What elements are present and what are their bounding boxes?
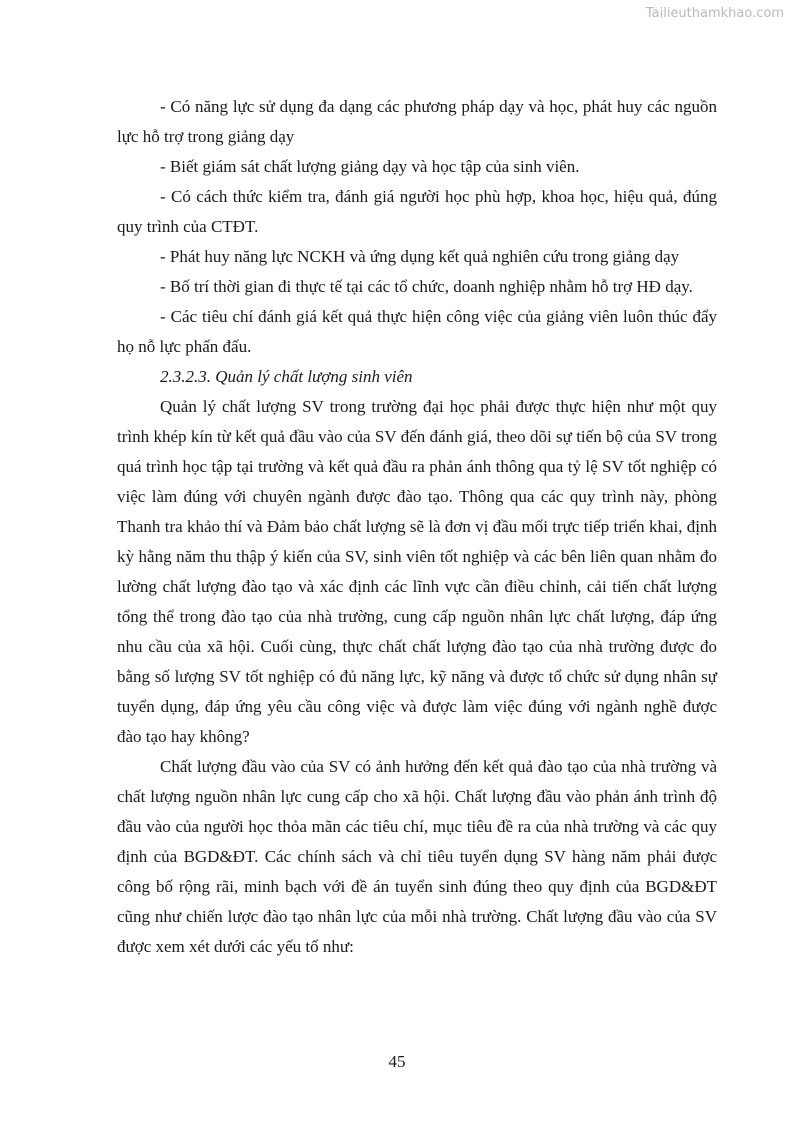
bullet-item: - Bố trí thời gian đi thực tế tại các tổ chức, doanh nghiệp nhằm hỗ trợ HĐ dạy. [160, 277, 693, 296]
section-heading: 2.3.2.3. Quản lý chất lượng sinh viên [160, 367, 413, 386]
body-paragraph: Quản lý chất lượng SV trong trường đại học phải được thực hiện như một quy trình khép kín từ kết quả đầu vào của SV đến đánh giá, theo dõi sự tiến bộ của SV trong quá trình học tập tại trường và kết quả đầu ra phản ánh thông qua tỷ lệ SV tốt nghiệp có việc làm đúng với chuyên ngành được đào tạo. Thông qua các quy trình này, phòng Thanh tra khảo thí và Đảm bảo chất lượng sẽ là đơn vị đầu mối trực tiếp triển khai, định kỳ hằng năm thu thập ý kiến của SV, sinh viên tốt nghiệp và các bên liên quan nhằm đo lường chất lượng đào tạo và xác định các lĩnh vực cần điều chỉnh, cải tiến chất lượng tổng thể trong đào tạo của nhà trường, cung cấp nguồn nhân lực chất lượng, đáp ứng nhu cầu của xã hội. Cuối cùng, thực chất chất lượng đào tạo của nhà trường được đo bằng số lượng SV tốt nghiệp có đủ năng lực, kỹ năng và được tổ chức sử dụng nhân sự tuyển dụng, đáp ứng yêu cầu công việc và được làm việc đúng với ngành nghề được đào tạo hay không? [117, 397, 717, 746]
body-paragraph: Chất lượng đầu vào của SV có ảnh hưởng đến kết quả đào tạo của nhà trường và chất lượng nguồn nhân lực cung cấp cho xã hội. Chất lượng đầu vào phản ánh trình độ đầu vào của người học thỏa mãn các tiêu chí, mục tiêu đề ra của nhà trường và các quy định của BGD&ĐT. Các chính sách và chỉ tiêu tuyển dụng SV hàng năm phải được công bố rộng rãi, minh bạch với đề án tuyển sinh đúng theo quy định của BGD&ĐT cũng như chiến lược đào tạo nhân lực của mỗi nhà trường. Chất lượng đầu vào của SV được xem xét dưới các yếu tố như: [117, 757, 717, 956]
bullet-item: - Có cách thức kiểm tra, đánh giá người học phù hợp, khoa học, hiệu quả, đúng quy trình của CTĐT. [117, 187, 717, 236]
bullet-item: - Biết giám sát chất lượng giảng dạy và học tập của sinh viên. [160, 157, 580, 176]
watermark: Tailieuthamkhao.com [645, 6, 784, 21]
document-body [117, 92, 717, 962]
bullet-item: - Có năng lực sử dụng đa dạng các phương pháp dạy và học, phát huy các nguồn lực hỗ trợ trong giảng dạy [117, 97, 717, 146]
bullet-item: - Phát huy năng lực NCKH và ứng dụng kết quả nghiên cứu trong giảng dạy [160, 247, 680, 266]
page-number: 45 [388, 1052, 406, 1071]
bullet-item: - Các tiêu chí đánh giá kết quả thực hiện công việc của giảng viên luôn thúc đẩy họ nỗ lực phấn đấu. [117, 307, 717, 356]
